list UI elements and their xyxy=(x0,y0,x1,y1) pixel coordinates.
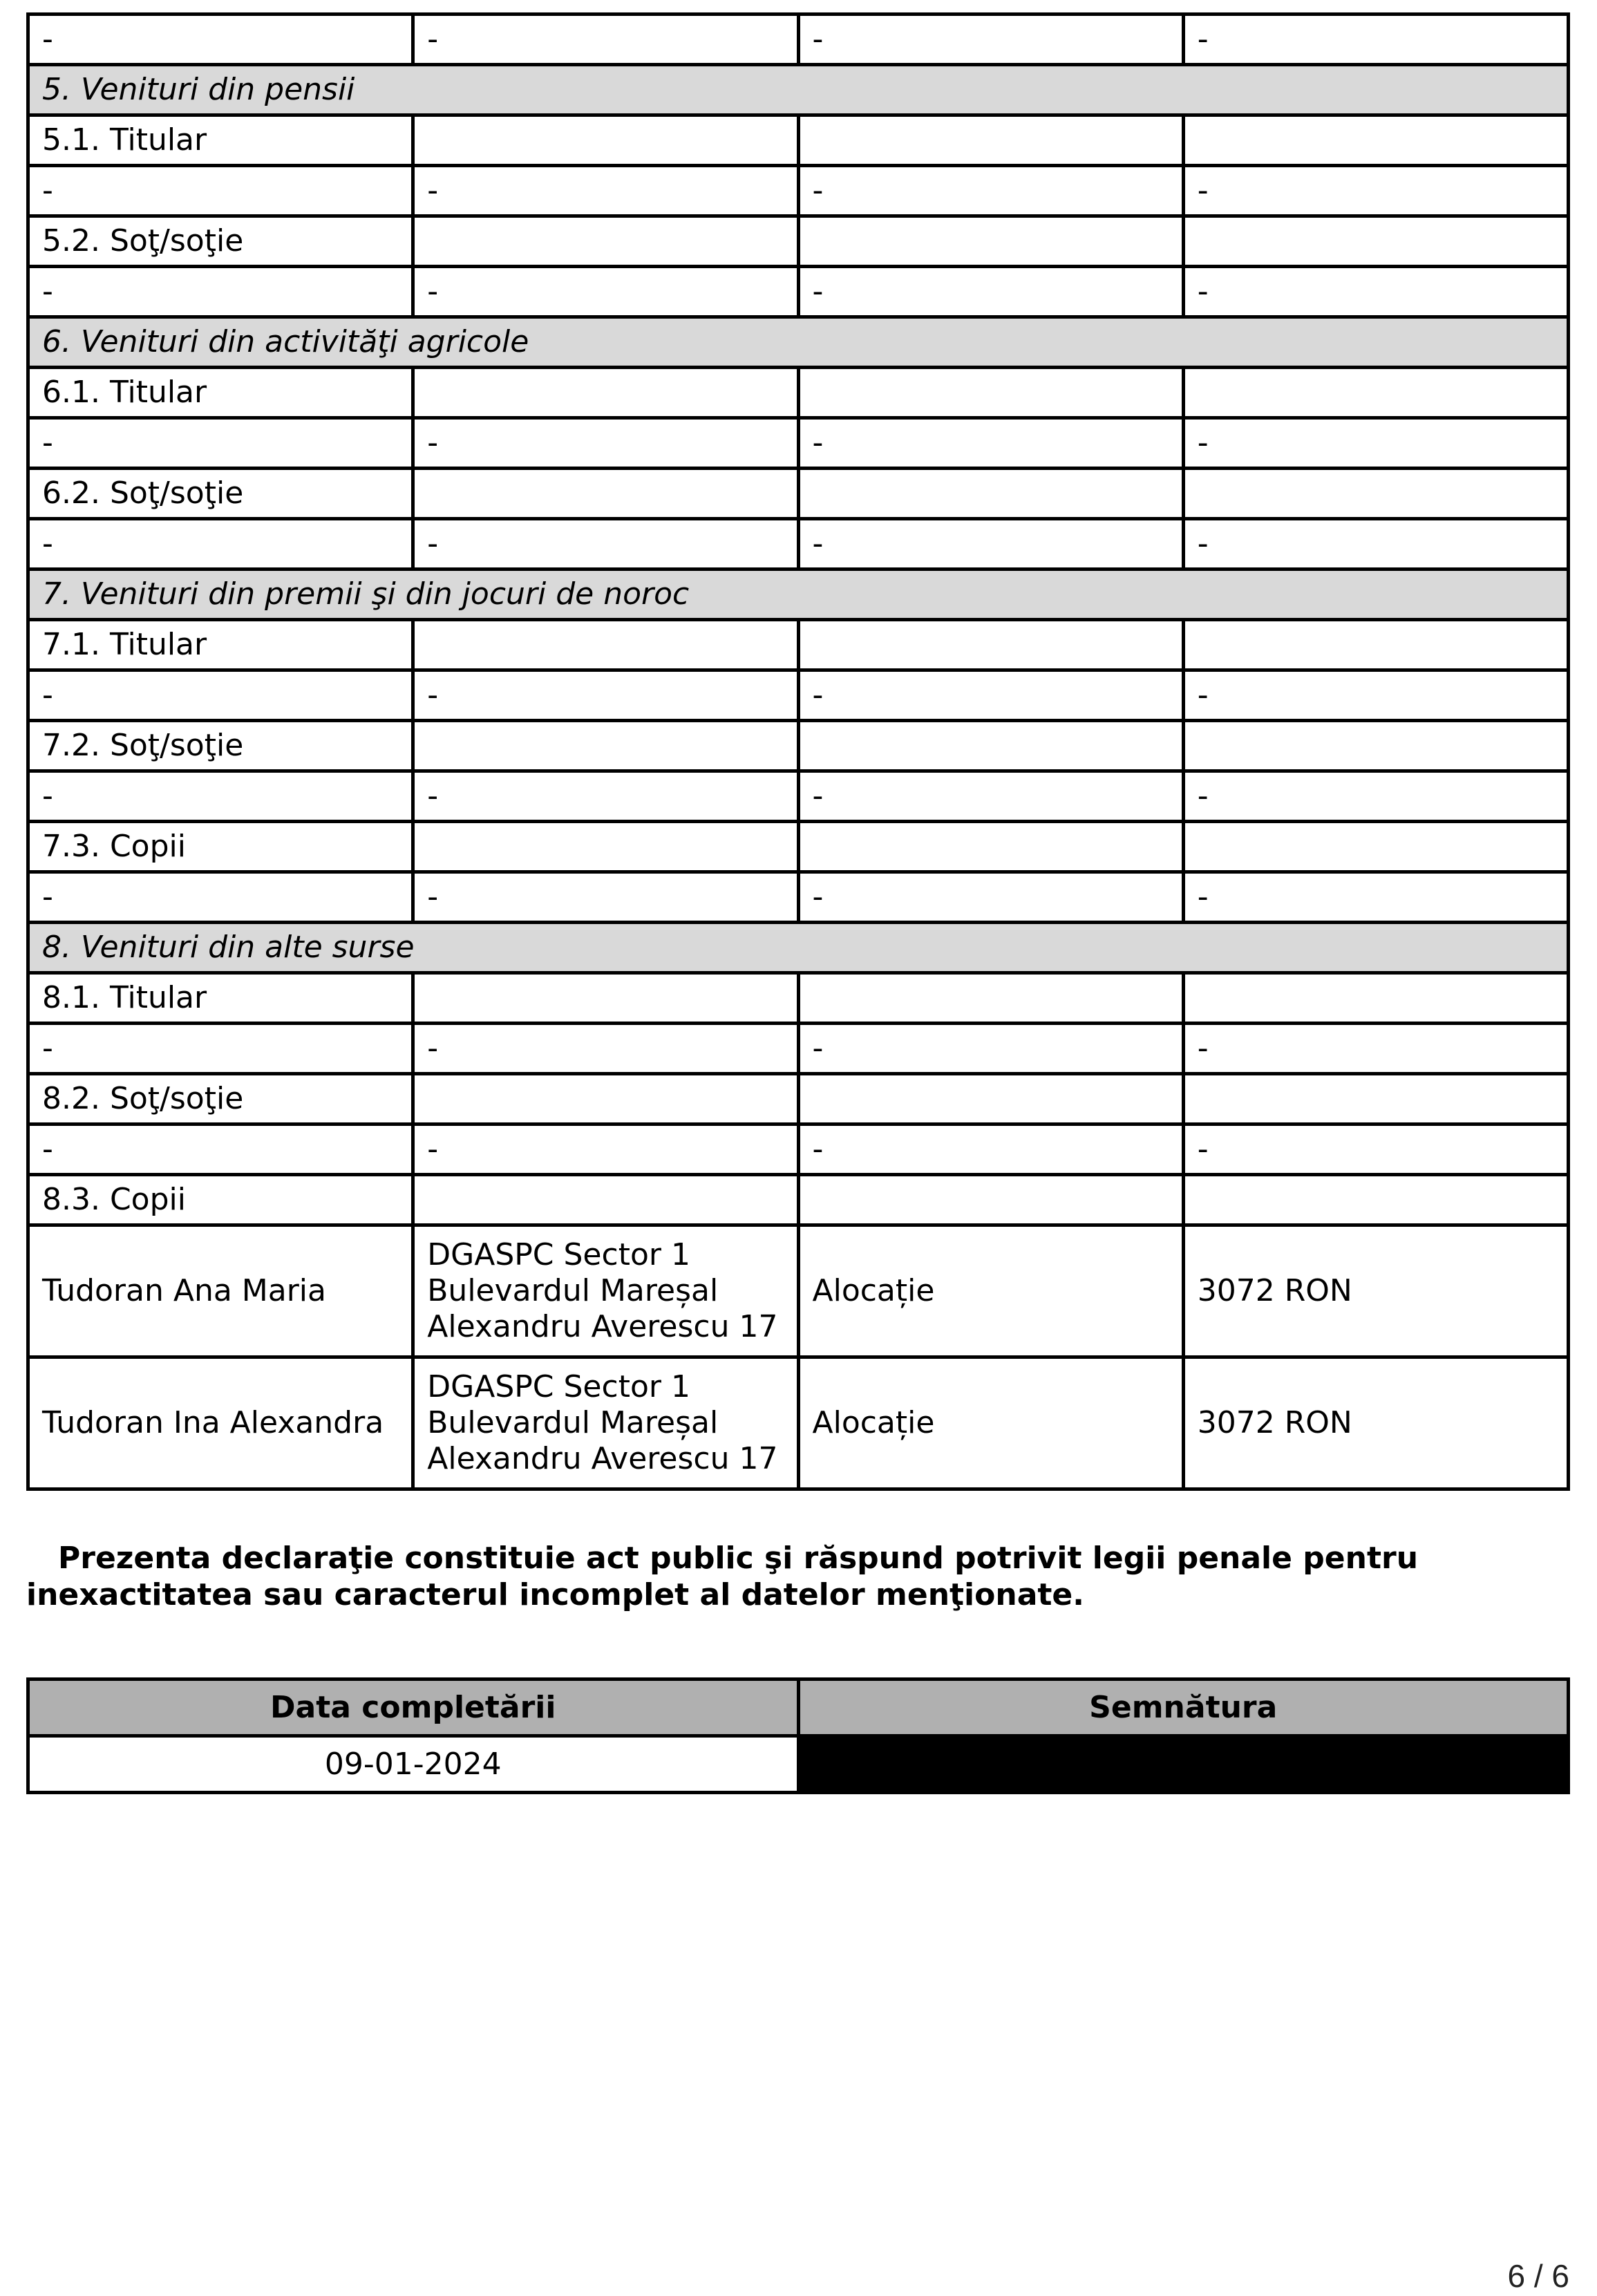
subsection-row xyxy=(28,721,1569,771)
subsection-row xyxy=(28,115,1569,166)
empty-cell xyxy=(413,822,798,872)
empty-cell xyxy=(1183,368,1568,418)
income-amount-cell: - xyxy=(1183,1125,1568,1175)
subsection-label: 7.2. Soţ/soţie xyxy=(28,721,413,771)
declaration-statement: Prezenta declaraţie constituie act public şi răspund potrivit legii penale pentru inexactitatea sau caracterul incomplet al datelor menţionate. xyxy=(26,1541,1419,1612)
subsection-label: 5.1. Titular xyxy=(28,115,413,166)
subsection-label: 7.3. Copii xyxy=(28,822,413,872)
service-cell: Alocație xyxy=(798,1225,1183,1357)
empty-cell xyxy=(798,973,1183,1024)
source-cell: - xyxy=(413,267,798,317)
subsection-row xyxy=(28,1175,1569,1225)
page-number: 6 / 6 xyxy=(1507,2258,1569,2294)
section-header-label: 7. Venituri din premii şi din jocuri de noroc xyxy=(28,570,1569,620)
empty-cell xyxy=(413,1175,798,1225)
subsection-row xyxy=(28,1074,1569,1125)
section-header-row xyxy=(28,65,1569,115)
empty-cell xyxy=(1183,1175,1568,1225)
empty-entry-row xyxy=(28,771,1569,822)
subsection-row xyxy=(28,216,1569,267)
empty-cell xyxy=(413,620,798,670)
beneficiary-cell: - xyxy=(28,519,413,570)
empty-cell xyxy=(413,1074,798,1125)
subsection-row xyxy=(28,973,1569,1024)
income-table xyxy=(26,12,1570,1491)
empty-cell xyxy=(1183,973,1568,1024)
subsection-label: 7.1. Titular xyxy=(28,620,413,670)
empty-cell xyxy=(1183,469,1568,519)
section-header-label: 8. Venituri din alte surse xyxy=(28,923,1569,973)
section-header-row xyxy=(28,570,1569,620)
source-cell: DGASPC Sector 1 Bulevardul Mareșal Alexandru Averescu 17 xyxy=(413,1357,798,1489)
income-amount-cell: - xyxy=(1183,418,1568,469)
income-amount-cell: - xyxy=(1183,519,1568,570)
service-cell: - xyxy=(798,267,1183,317)
empty-entry-row xyxy=(28,267,1569,317)
income-entry-row xyxy=(28,1225,1569,1357)
empty-entry-row xyxy=(28,519,1569,570)
income-amount-cell: - xyxy=(1183,1024,1568,1074)
source-cell: - xyxy=(413,15,798,65)
empty-cell xyxy=(413,216,798,267)
section-header-label: 6. Venituri din activităţi agricole xyxy=(28,317,1569,368)
service-cell: - xyxy=(798,519,1183,570)
empty-cell xyxy=(413,368,798,418)
empty-cell xyxy=(413,115,798,166)
empty-cell xyxy=(798,368,1183,418)
income-amount-cell: - xyxy=(1183,15,1568,65)
empty-entry-row xyxy=(28,15,1569,65)
empty-cell xyxy=(798,1175,1183,1225)
beneficiary-cell: - xyxy=(28,1125,413,1175)
signature-redacted xyxy=(798,1735,1569,1792)
source-cell: - xyxy=(413,670,798,721)
beneficiary-cell: - xyxy=(28,872,413,923)
empty-cell xyxy=(413,973,798,1024)
source-cell: - xyxy=(413,1125,798,1175)
income-amount-cell: - xyxy=(1183,267,1568,317)
empty-entry-row xyxy=(28,670,1569,721)
subsection-row xyxy=(28,620,1569,670)
beneficiary-cell: - xyxy=(28,166,413,216)
section-header-label: 5. Venituri din pensii xyxy=(28,65,1569,115)
empty-cell xyxy=(1183,216,1568,267)
subsection-label: 8.2. Soţ/soţie xyxy=(28,1074,413,1125)
source-cell: - xyxy=(413,872,798,923)
source-cell: - xyxy=(413,166,798,216)
service-cell: - xyxy=(798,1125,1183,1175)
income-amount-cell: - xyxy=(1183,670,1568,721)
income-amount-cell: - xyxy=(1183,872,1568,923)
source-cell: - xyxy=(413,771,798,822)
beneficiary-cell: - xyxy=(28,15,413,65)
subsection-label: 6.2. Soţ/soţie xyxy=(28,469,413,519)
subsection-label: 8.3. Copii xyxy=(28,1175,413,1225)
beneficiary-cell: - xyxy=(28,1024,413,1074)
service-cell: - xyxy=(798,872,1183,923)
income-amount-cell: 3072 RON xyxy=(1183,1357,1568,1489)
subsection-label: 5.2. Soţ/soţie xyxy=(28,216,413,267)
service-cell: - xyxy=(798,771,1183,822)
income-entry-row xyxy=(28,1357,1569,1489)
service-cell: - xyxy=(798,166,1183,216)
signature-header: Semnătura xyxy=(798,1679,1569,1735)
empty-entry-row xyxy=(28,1125,1569,1175)
empty-cell xyxy=(1183,1074,1568,1125)
empty-cell xyxy=(798,1074,1183,1125)
source-cell: - xyxy=(413,418,798,469)
empty-entry-row xyxy=(28,166,1569,216)
empty-cell xyxy=(798,822,1183,872)
empty-entry-row xyxy=(28,418,1569,469)
source-cell: - xyxy=(413,1024,798,1074)
empty-cell xyxy=(798,469,1183,519)
empty-cell xyxy=(1183,620,1568,670)
empty-cell xyxy=(413,469,798,519)
subsection-row xyxy=(28,469,1569,519)
subsection-row xyxy=(28,822,1569,872)
empty-cell xyxy=(1183,721,1568,771)
beneficiary-cell: - xyxy=(28,418,413,469)
beneficiary-cell: Tudoran Ina Alexandra xyxy=(28,1357,413,1489)
empty-cell xyxy=(798,115,1183,166)
subsection-label: 6.1. Titular xyxy=(28,368,413,418)
empty-entry-row xyxy=(28,872,1569,923)
beneficiary-cell: Tudoran Ana Maria xyxy=(28,1225,413,1357)
source-cell: - xyxy=(413,519,798,570)
empty-cell xyxy=(798,721,1183,771)
service-cell: - xyxy=(798,15,1183,65)
service-cell: - xyxy=(798,1024,1183,1074)
income-amount-cell: 3072 RON xyxy=(1183,1225,1568,1357)
section-header-row xyxy=(28,923,1569,973)
date-value: 09-01-2024 xyxy=(28,1735,799,1792)
signature-table xyxy=(26,1677,1570,1794)
income-amount-cell: - xyxy=(1183,166,1568,216)
subsection-label: 8.1. Titular xyxy=(28,973,413,1024)
section-header-row xyxy=(28,317,1569,368)
source-cell: DGASPC Sector 1 Bulevardul Mareșal Alexandru Averescu 17 xyxy=(413,1225,798,1357)
beneficiary-cell: - xyxy=(28,771,413,822)
empty-cell xyxy=(1183,822,1568,872)
subsection-row xyxy=(28,368,1569,418)
empty-entry-row xyxy=(28,1024,1569,1074)
income-table-body xyxy=(28,15,1569,1489)
income-amount-cell: - xyxy=(1183,771,1568,822)
page-content xyxy=(26,12,1570,1794)
empty-cell xyxy=(1183,115,1568,166)
empty-cell xyxy=(798,216,1183,267)
empty-cell xyxy=(798,620,1183,670)
empty-cell xyxy=(413,721,798,771)
service-cell: Alocație xyxy=(798,1357,1183,1489)
beneficiary-cell: - xyxy=(28,267,413,317)
service-cell: - xyxy=(798,418,1183,469)
date-header: Data completării xyxy=(28,1679,799,1735)
service-cell: - xyxy=(798,670,1183,721)
beneficiary-cell: - xyxy=(28,670,413,721)
